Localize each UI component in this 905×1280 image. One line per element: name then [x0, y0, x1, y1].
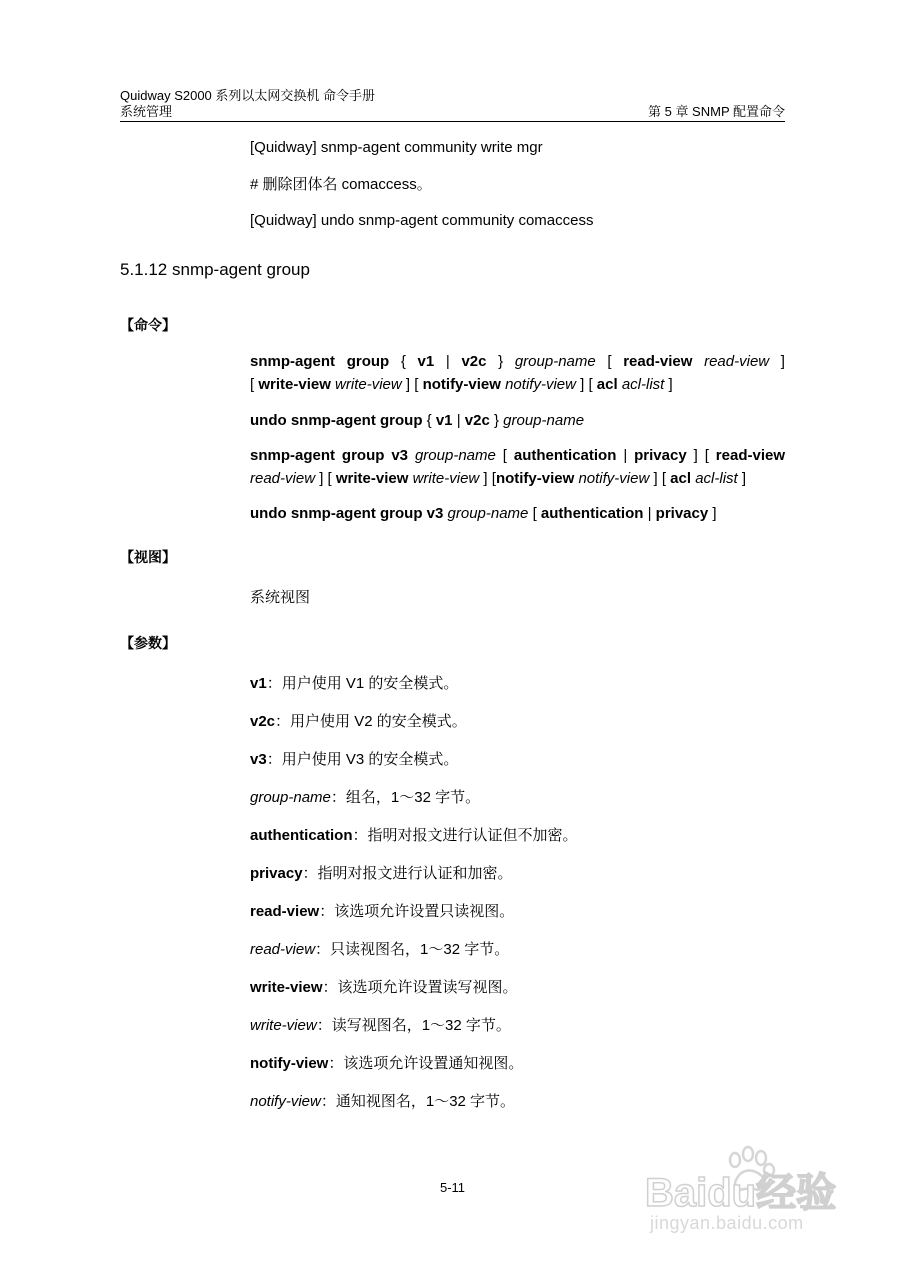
keyword: snmp-agent group v3 [250, 447, 409, 464]
keyword: v2c [461, 353, 487, 370]
param-term: notify-view [250, 1093, 321, 1110]
param-term: read-view [250, 903, 320, 920]
syntax-text: ] [ [401, 376, 423, 393]
argument: write-view [412, 470, 480, 487]
syntax-text: ] [737, 470, 747, 487]
syntax-text: } [486, 353, 515, 370]
argument: group-name [414, 447, 496, 464]
watermark-url: jingyan.baidu.com [650, 1213, 804, 1233]
argument: notify-view [578, 470, 650, 487]
syntax-text: { [422, 412, 436, 429]
header-chapter: 第 5 章 SNMP 配置命令 [647, 104, 785, 119]
param-item [250, 978, 518, 998]
param-desc: ：指明对报文进行认证但不加密。 [352, 827, 578, 844]
param-term: authentication [250, 827, 353, 844]
syntax-text: | [616, 447, 635, 464]
param-term: write-view [250, 1017, 317, 1034]
param-item [250, 674, 458, 694]
keyword: v1 [417, 353, 435, 370]
keyword: privacy [655, 505, 709, 522]
label-params: 【参数】 [120, 635, 176, 651]
keyword: authentication [513, 447, 617, 464]
keyword: write-view [335, 470, 409, 487]
keyword: authentication [540, 505, 644, 522]
param-desc: ：用户使用 V3 的安全模式。 [266, 751, 459, 768]
argument: read-view [250, 470, 316, 487]
section-title: 5.1.12 snmp-agent group [120, 260, 310, 279]
param-term: v3 [250, 751, 267, 768]
param-desc: ：读写视图名，1～32 字节。 [316, 1017, 511, 1034]
param-desc: ：该选项允许设置通知视图。 [328, 1055, 524, 1072]
param-term: write-view [250, 979, 323, 996]
param-item [250, 902, 514, 922]
syntax-text: [ [495, 447, 514, 464]
header-subtitle: 系统管理 [120, 104, 173, 119]
syntax-text: ] [ [575, 376, 597, 393]
param-item [250, 864, 513, 884]
keyword: write-view [258, 376, 331, 393]
argument: group-name [514, 353, 596, 370]
keyword: acl [670, 470, 692, 487]
syntax-text: } [489, 412, 504, 429]
argument: write-view [335, 376, 402, 393]
argument: acl-list [621, 376, 665, 393]
label-view: 【视图】 [120, 549, 176, 565]
example-comment: # 删除团体名 comaccess。 [250, 176, 432, 193]
syntax-text: ] [ [315, 470, 336, 487]
param-item [250, 1054, 523, 1074]
param-desc: ：指明对报文进行认证和加密。 [302, 865, 513, 882]
argument: group-name [447, 505, 529, 522]
baidu-logo-text: Baidu经验 [645, 1171, 837, 1215]
header-title: Quidway S2000 系列以太网交换机 命令手册 [120, 88, 376, 103]
param-item [250, 1016, 511, 1036]
syntax-text: ] [769, 353, 785, 370]
keyword: read-view [715, 447, 785, 464]
command-1-line-1 [250, 350, 785, 373]
keyword: group [346, 353, 390, 370]
keyword: read-view [623, 353, 693, 370]
label-command: 【命令】 [120, 317, 176, 333]
keyword: snmp-agent [250, 353, 336, 370]
syntax-text [408, 447, 415, 464]
keyword: notify-view [422, 376, 501, 393]
argument: read-view [704, 353, 770, 370]
keyword: undo snmp-agent group v3 [250, 505, 444, 522]
syntax-text: | [434, 353, 462, 370]
syntax-text [335, 353, 347, 370]
baidu-paw-icon [640, 1140, 860, 1220]
syntax-text: ] [ [686, 447, 716, 464]
example-line-1: [Quidway] snmp-agent community write mgr [250, 139, 543, 156]
param-desc: ：该选项允许设置只读视图。 [319, 903, 515, 920]
example-line-2: [Quidway] undo snmp-agent community comaccess [250, 212, 594, 229]
syntax-text: [ [595, 353, 624, 370]
param-item [250, 826, 578, 846]
syntax-text: { [389, 353, 418, 370]
param-desc: ：组名，1～32 字节。 [330, 789, 481, 806]
syntax-text [692, 353, 704, 370]
param-term: group-name [250, 789, 331, 806]
keyword: notify-view [495, 470, 575, 487]
syntax-text: ] [ [649, 470, 671, 487]
param-item [250, 750, 458, 770]
keyword: v2c [464, 412, 490, 429]
param-desc: ：通知视图名，1～32 字节。 [320, 1093, 516, 1110]
param-item [250, 940, 509, 960]
page-number: 5-11 [439, 1180, 466, 1195]
argument: group-name [503, 412, 585, 429]
param-item [250, 1092, 515, 1112]
keyword: privacy [634, 447, 687, 464]
param-term: v1 [250, 675, 267, 692]
param-desc: ：用户使用 V2 的安全模式。 [275, 713, 467, 730]
param-term: notify-view [250, 1055, 329, 1072]
param-term: privacy [250, 865, 303, 882]
syntax-text: [ [250, 376, 259, 393]
view-text: 系统视图 [250, 589, 311, 606]
syntax-text: ] [664, 376, 673, 393]
keyword: undo snmp-agent group [250, 412, 423, 429]
command-3-line-1 [250, 444, 785, 467]
syntax-text: | [452, 412, 465, 429]
syntax-text: ] [708, 505, 717, 522]
syntax-text: | [643, 505, 656, 522]
param-desc: ：该选项允许设置读写视图。 [322, 979, 518, 996]
header-rule [120, 121, 785, 122]
syntax-text: [ [528, 505, 541, 522]
param-desc: ：只读视图名，1～32 字节。 [315, 941, 510, 958]
command-1-line-2 [250, 373, 785, 396]
command-3-line-2 [250, 467, 785, 490]
param-item [250, 712, 467, 732]
param-item [250, 788, 480, 808]
param-term: v2c [250, 713, 276, 730]
argument: acl-list [695, 470, 738, 487]
syntax-text: ] [ [479, 470, 496, 487]
param-term: read-view [250, 941, 316, 958]
keyword: v1 [435, 412, 453, 429]
argument: notify-view [505, 376, 576, 393]
command-2 [250, 409, 785, 432]
command-4 [250, 502, 785, 525]
param-desc: ：用户使用 V1 的安全模式。 [266, 675, 459, 692]
keyword: acl [596, 376, 618, 393]
